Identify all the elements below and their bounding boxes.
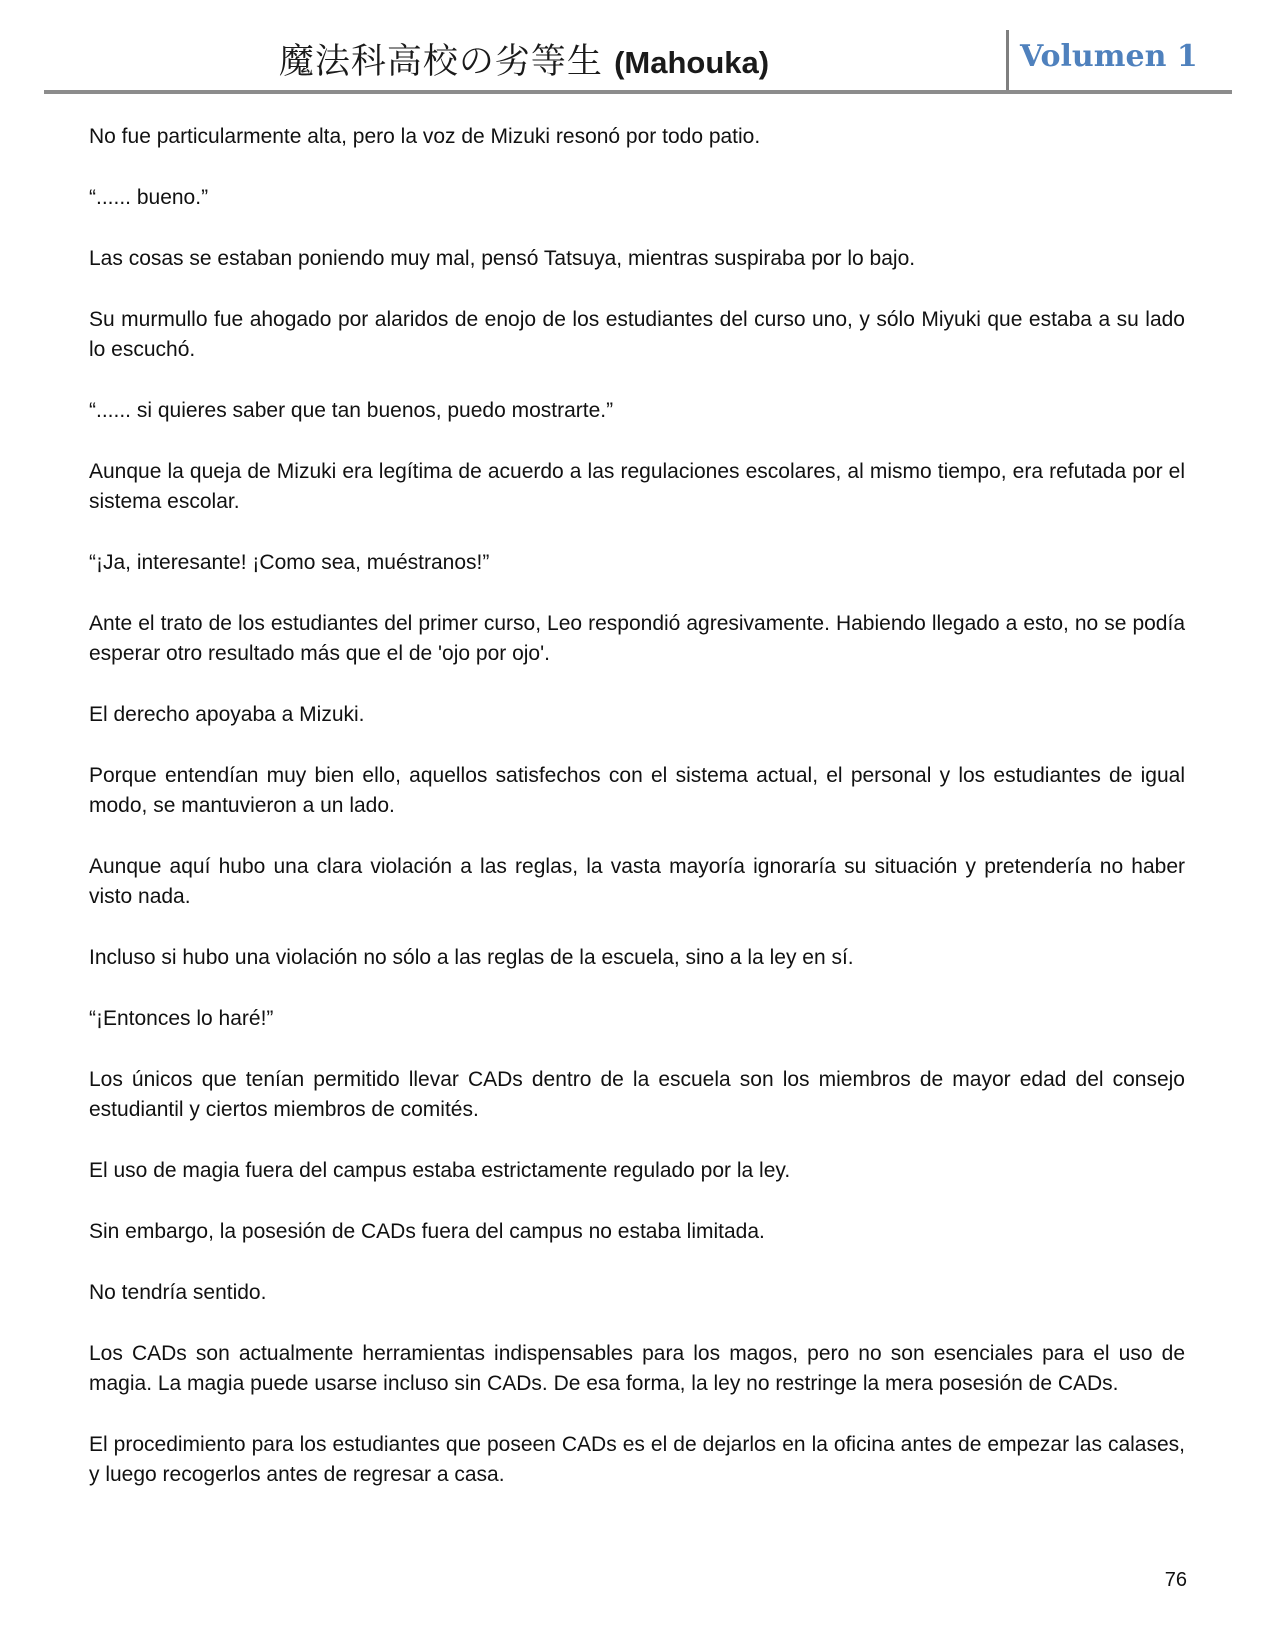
paragraph: “...... si quieres saber que tan buenos, puedo mostrarte.” (89, 399, 614, 422)
book-title-japanese: 魔法科高校の劣等生 (278, 42, 603, 82)
paragraph: Incluso si hubo una violación no sólo a las reglas de la escuela, sino a la ley en sí. (89, 946, 854, 969)
paragraph: Las cosas se estaban poniendo muy mal, pensó Tatsuya, mientras suspiraba por lo bajo. (89, 247, 916, 270)
paragraph: Aunque aquí hubo una clara violación a las reglas, la vasta mayoría ignoraría su situación y pretendería no haber visto nada. (89, 855, 1185, 908)
paragraph: Sin embargo, la posesión de CADs fuera del campus no estaba limitada. (89, 1220, 765, 1243)
paragraph: No tendría sentido. (89, 1281, 267, 1304)
paragraph: El procedimiento para los estudiantes que poseen CADs es el de dejarlos en la oficina antes de empezar las calases, y luego recogerlos antes de regresar a casa. (89, 1433, 1185, 1486)
book-title (44, 40, 1004, 85)
paragraph: Porque entendían muy bien ello, aquellos satisfechos con el sistema actual, el personal y los estudiantes de igual modo, se mantuvieron a un lado. (89, 764, 1185, 817)
header-rule (44, 90, 1232, 94)
paragraph: El derecho apoyaba a Mizuki. (89, 703, 365, 726)
paragraph: “...... bueno.” (89, 186, 209, 209)
paragraph: “¡Ja, interesante! ¡Como sea, muéstranos!” (89, 551, 490, 574)
volume-label: Volumen 1 (1020, 39, 1198, 74)
paragraph: Su murmullo fue ahogado por alaridos de enojo de los estudiantes del curso uno, y sólo Miyuki que estaba a su lado lo escuchó. (89, 308, 1185, 361)
paragraph: Aunque la queja de Mizuki era legítima de acuerdo a las regulaciones escolares, al mismo tiempo, era refutada por el sistema escolar. (89, 460, 1185, 513)
page-number: 76 (1164, 1569, 1187, 1591)
paragraph: El uso de magia fuera del campus estaba estrictamente regulado por la ley. (89, 1159, 791, 1182)
header-divider (1006, 30, 1009, 92)
paragraph: Ante el trato de los estudiantes del primer curso, Leo respondió agresivamente. Habiendo llegado a esto, no se podía esperar otro resultado más que el de 'ojo por ojo'. (89, 612, 1185, 665)
paragraph: “¡Entonces lo haré!” (89, 1007, 274, 1030)
page-header (44, 26, 1232, 96)
page-body (89, 122, 1185, 1521)
paragraph: Los únicos que tenían permitido llevar CADs dentro de la escuela son los miembros de mayor edad del consejo estudiantil y ciertos miembros de comités. (89, 1068, 1185, 1121)
paragraph: No fue particularmente alta, pero la voz de Mizuki resonó por todo patio. (89, 125, 761, 148)
paragraph: Los CADs son actualmente herramientas indispensables para los magos, pero no son esenciales para el uso de magia. La magia puede usarse incluso sin CADs. De esa forma, la ley no restringe la mera posesión de CADs. (89, 1342, 1185, 1395)
book-title-romaji: (Mahouka) (614, 45, 770, 80)
